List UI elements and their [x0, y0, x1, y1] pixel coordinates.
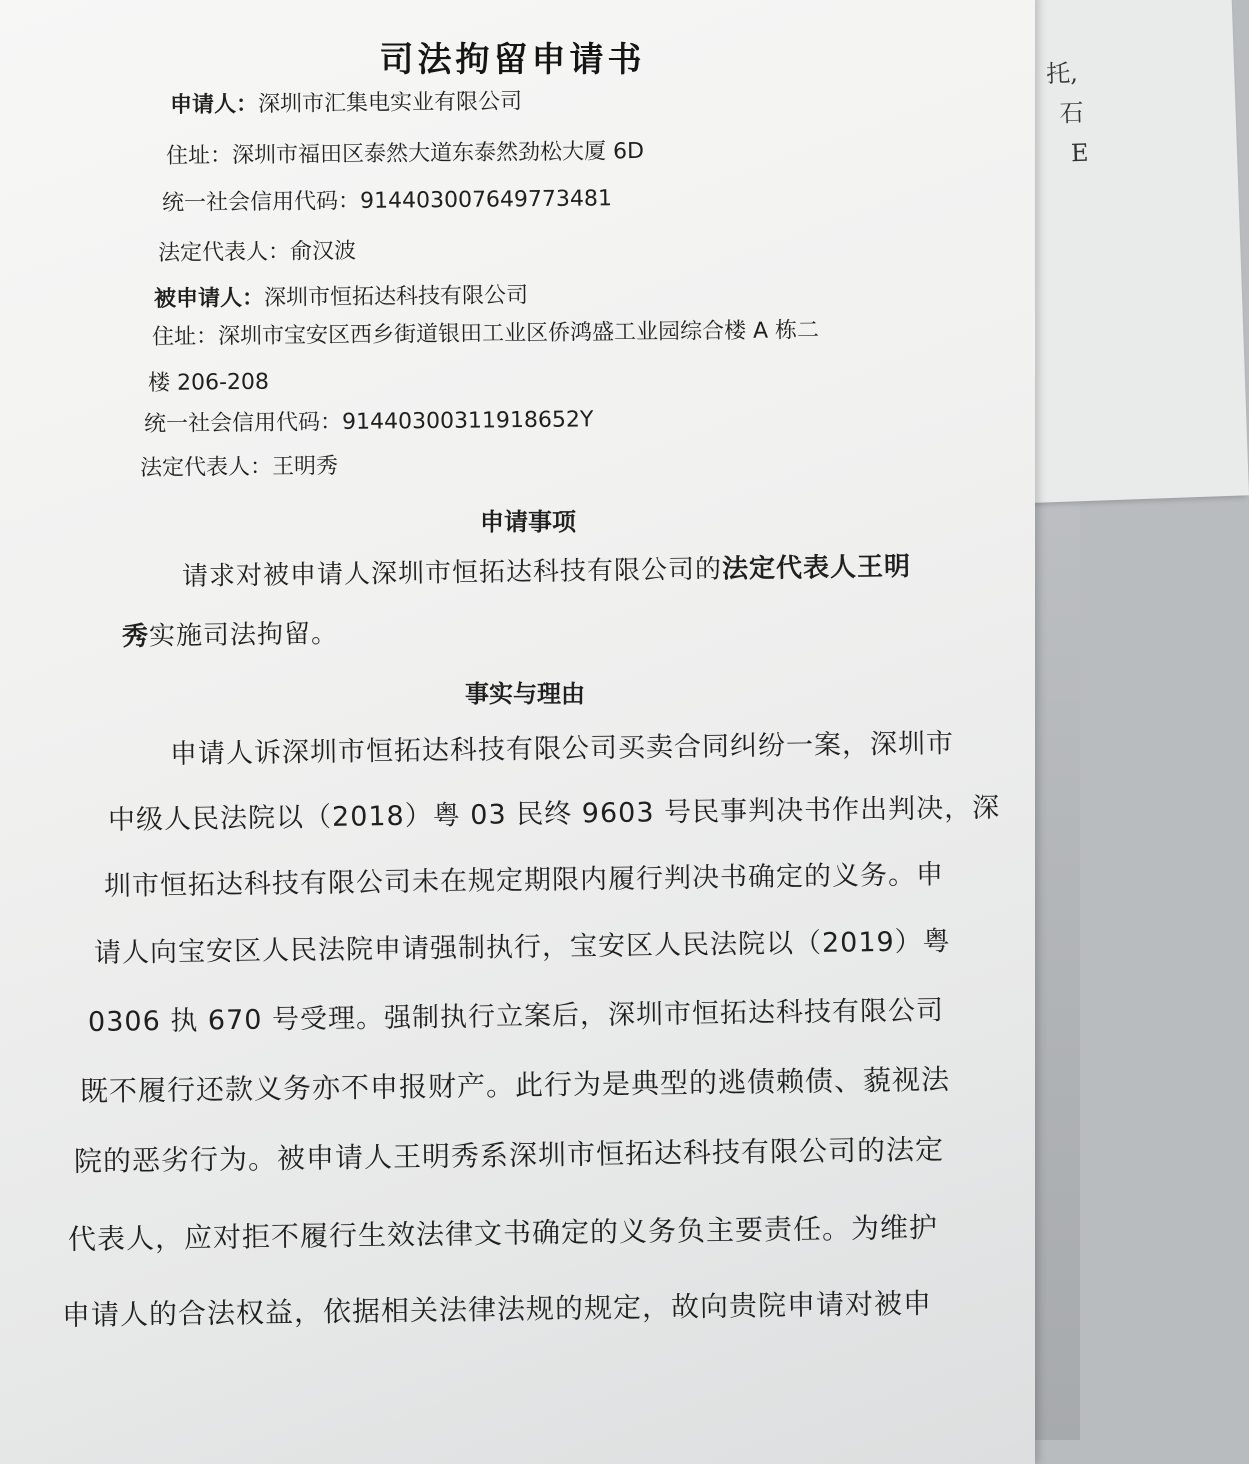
- document-title: 司法拘留申请书: [379, 40, 646, 80]
- facts-line: 0306 执 670 号受理。强制执行立案后，深圳市恒拓达科技有限公司: [87, 995, 945, 1038]
- respondent-legal-rep-label: 法定代表人：: [139, 454, 273, 481]
- respondent-name: 深圳市恒拓达科技有限公司: [263, 283, 529, 311]
- applicant-legal-rep-label: 法定代表人：: [157, 239, 291, 266]
- request-text: 实施司法拘留。: [148, 618, 339, 652]
- facts-line: 代表人，应对拒不履行生效法律文书确定的义务负主要责任。为维护: [67, 1210, 939, 1256]
- request-text: 请求对被申请人深圳市恒拓达科技有限公司的: [181, 554, 723, 592]
- facts-line: 申请人的合法权益，依据相关法律法规的规定，故向贵院申请对被申: [61, 1286, 933, 1332]
- applicant-address-label: 住址：: [165, 143, 233, 169]
- facts-line: 院的恶劣行为。被申请人王明秀系深圳市恒拓达科技有限公司的法定: [73, 1132, 945, 1178]
- respondent-line: [154, 278, 528, 313]
- applicant-credit-code-line: [162, 181, 612, 217]
- applicant-credit-code-label: 统一社会信用代码：: [161, 188, 361, 216]
- facts-line: 请人向宝安区人民法院申请强制执行，宝安区人民法院以（2019）粤: [93, 926, 951, 969]
- facts-line: 申请人诉深圳市恒拓达科技有限公司买卖合同纠纷一案，深圳市: [169, 728, 955, 770]
- applicant-name: 深圳市汇集电实业有限公司: [257, 89, 523, 118]
- request-heading: 申请事项: [480, 508, 576, 536]
- respondent-address-line: [152, 313, 819, 351]
- respondent-legal-rep: 王明秀: [271, 453, 339, 480]
- facts-heading: 事实与理由: [465, 680, 585, 708]
- request-line-1: [182, 546, 911, 593]
- background-page-fragment: E: [1070, 138, 1089, 168]
- background-page-fragment: 石: [1059, 98, 1085, 128]
- applicant-label: 申请人：: [169, 92, 259, 118]
- request-text-bold: 秀: [121, 621, 150, 652]
- respondent-label: 被申请人：: [153, 285, 265, 312]
- applicant-line: [170, 84, 522, 119]
- applicant-address: 深圳市福田区泰然大道东泰然劲松大厦 6D: [231, 138, 645, 169]
- applicant-credit-code: 914403007649773481: [359, 186, 613, 214]
- request-text-bold: 法定代表人王明: [721, 551, 912, 585]
- applicant-legal-rep: 俞汉波: [289, 238, 357, 265]
- respondent-credit-code: 91440300311918652Y: [341, 407, 594, 435]
- applicant-legal-rep-line: [158, 234, 356, 267]
- facts-line: 中级人民法院以（2018）粤 03 民终 9603 号民事判决书作出判决，深: [107, 792, 1001, 836]
- respondent-credit-code-line: [144, 402, 594, 438]
- request-line-2: [122, 613, 339, 653]
- respondent-legal-rep-line: [140, 449, 338, 482]
- background-page-fragment: 托,: [1045, 59, 1079, 89]
- facts-line: 既不履行还款义务亦不申报财产。此行为是典型的逃债赖债、藐视法: [79, 1062, 951, 1108]
- applicant-address-line: [166, 134, 644, 170]
- respondent-credit-code-label: 统一社会信用代码：: [143, 409, 343, 437]
- respondent-address-label: 住址：: [151, 324, 219, 350]
- respondent-address-continued: 楼 206-208: [147, 369, 270, 396]
- facts-line: 圳市恒拓达科技有限公司未在规定期限内履行判决书确定的义务。申: [103, 859, 945, 902]
- respondent-address: 深圳市宝安区西乡街道银田工业区侨鸿盛工业园综合楼 A 栋二: [217, 318, 820, 350]
